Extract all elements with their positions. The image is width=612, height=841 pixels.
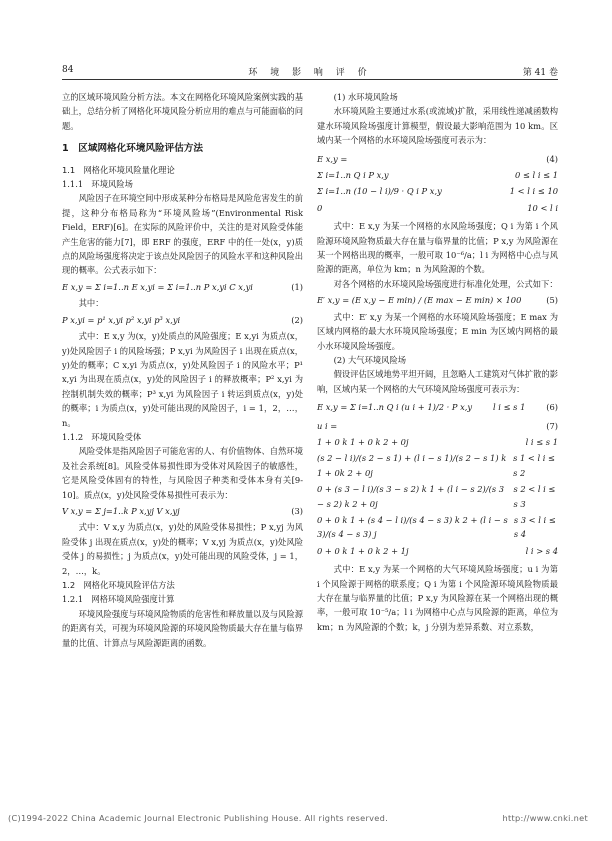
paragraph-intensity: 环境风险强度与环境风险物质的危害性和释放量以及与风险源的距离有关，可视为环境风险源的环境风险物质最大存在量与临界量的比值、计算点与风险源距离的函数。 bbox=[62, 608, 303, 648]
equation-7 bbox=[317, 419, 558, 559]
equation-7-lhs: u i = bbox=[317, 420, 338, 431]
equation-6-body: E x,y = Σ i=1..n Q i (u i + 1)/2 · P x,y bbox=[317, 402, 473, 413]
equation-7-row-3: 0 + (s 3 − l i)/(s 3 − s 2) k 1 + (l i − s 2)/(s 3 − s 2) k 2 + 0j bbox=[317, 484, 505, 509]
section-heading-1: 1 区域网格化环境风险评估方法 bbox=[62, 143, 203, 155]
equation-4-case-1: Σ i=1..n Q i P x,y bbox=[317, 170, 389, 181]
equation-6-number: (6) bbox=[546, 402, 558, 413]
equation-4-case-3-condition: 10 < l i bbox=[527, 202, 558, 213]
paragraph-air-model: 假设评估区域地势平坦开阔，且忽略人工建筑对气体扩散的影响，区域内某一个网格的大气环境风险场强度可表示为： bbox=[317, 369, 558, 394]
equation-6 bbox=[317, 400, 558, 414]
page-header bbox=[62, 60, 558, 80]
equation-3-number: (3) bbox=[291, 505, 303, 516]
copyright-text: (C)1994-2022 China Academic Journal Electronic Publishing House. All rights reserved. bbox=[8, 813, 389, 823]
page-number: 84 bbox=[62, 65, 74, 75]
right-column bbox=[317, 90, 558, 634]
equation-7-row-2: (s 2 − l i)/(s 2 − s 1) + (l i − s 1)/(s 2 − s 1) k 1 + 0k 2 + 0j bbox=[317, 453, 507, 478]
paragraph-eq5-definitions: 式中：E′ x,y 为某一个网格的水环境风险场强度；E max 为区域内网格的最大水环境风险场强度；E min 为区域内网格的最小水环境风险场强度。 bbox=[317, 311, 558, 351]
equation-7-number: (7) bbox=[546, 420, 558, 431]
equation-3-body: V x,y = Σ j=1..k P x,yj V x,yj bbox=[62, 505, 180, 516]
equation-5-number: (5) bbox=[546, 295, 558, 306]
equation-4-lhs: E x,y = bbox=[317, 153, 348, 164]
equation-4 bbox=[317, 152, 558, 216]
equation-6-condition: l i ≤ s 1 bbox=[493, 402, 526, 413]
equation-4-case-1-condition: 0 ≤ l i ≤ 1 bbox=[515, 170, 558, 181]
subsection-heading-1-2: 1.2 网格化环境风险评估方法 bbox=[62, 580, 175, 590]
paragraph-eq4-definitions: 式中：E x,y 为某一个网格的水风险场强度；Q i 为第 i 个风险源环境风险物质最大存在量与临界量的比值；P x,y 为风险源在某一个网格出现的概率，一般可取 10⁻⁶/a；l i 为网格中心点与风险源的距离，单位为 km；n 为风险源的个数。 bbox=[317, 221, 558, 275]
paragraph-risk-field: 风险因子在环境空间中形成某种分布格局是风险危害发生的前提，这种分布格局称为“环境风险场”(Environmental Risk Field，ERF)[6]。在实际的风险评价中，关注的是对风险受体能产生危害的能力[7]，即 ERF 的强度，ERF 中的任一处(x，y)质点的风险场强度将决定于该点处风险因子的风险水平和这种风险出现的概率。公式表示如下： bbox=[62, 193, 303, 276]
paragraph-eq7-definitions: 式中：E x,y 为某一个网格的大气环境风险场强度；u i 为第 i 个风险源于网格的联系度；Q i 为第 i 个风险源环境风险物质最大存在量与临界量的比值；P x,y 为风险源在某一个网格出现的概率，一般可取 10⁻⁵/a；l i 为网格中心点与风险源的距离，单位为 km；n 为风险源的个数；k，j 分别为差异系数、对立系数， bbox=[317, 564, 558, 632]
paragraph-water-model: 水环境风险主要通过水系(或流域)扩散，采用线性递减函数构建水环境风险场强度计算模型，假设最大影响范围为 10 km。区域内某一个网格的水环境风险场强度可表示为： bbox=[317, 106, 558, 146]
equation-7-row-1: 1 + 0 k 1 + 0 k 2 + 0j bbox=[317, 436, 409, 447]
equation-2-number: (2) bbox=[291, 314, 303, 325]
among-label: 其中： bbox=[78, 298, 104, 309]
subsection-heading-1-1: 1.1 网格化环境风险量化理论 bbox=[62, 164, 175, 175]
equation-5-body: E′ x,y = (E x,y − E min) / (E max − E min) × 100 bbox=[317, 295, 522, 306]
equation-7-row-2-condition: s 1 < l i ≤ s 2 bbox=[513, 453, 556, 478]
subsubsection-heading-1-1-1: 1.1.1 环境风险场 bbox=[62, 179, 133, 190]
paragraph-eq3-definitions: 式中：V x,y 为质点(x，y)处的风险受体易损性；P x,yj 为风险受体 j 出现在质点(x，y)处的概率；V x,yj 为质点(x，y)处风险受体 j 的易损性；j 为质点(x，y)处可能出现的风险受体，j = 1，2，…，k。 bbox=[62, 522, 303, 576]
equation-4-case-2-condition: 1 < l i ≤ 10 bbox=[509, 186, 558, 197]
left-column bbox=[62, 90, 303, 650]
subsubsection-heading-1-1-2: 1.1.2 环境风险受体 bbox=[62, 431, 142, 442]
paragraph-eq2-definitions: 式中：E x,y 为(x，y)处质点的风险强度；E x,yi 为质点(x，y)处风险因子 i 的风险场强；P x,yi 为风险因子 i 出现在质点(x，y)处的概率；C x,yi 为质点(x，y)处风险因子 i 的风险水平；P¹ x,yi 为出现在质点(x，y)处的风险因子 i 的释放概率；P² x,yi 为控制机制失效的概率；P³ x,yi 为风险因子 i 转运到质点(x，y)处的概率；i 为质点(x，y)处可能出现的风险因子，i = 1，2，…，n。 bbox=[62, 331, 303, 428]
equation-1-number: (1) bbox=[291, 281, 303, 292]
equation-1-body: E x,y = Σ i=1..n E x,yi = Σ i=1..n P x,yi C x,yi bbox=[62, 281, 253, 292]
equation-7-row-1-condition: l i ≤ s 1 bbox=[525, 436, 558, 447]
equation-1 bbox=[62, 280, 303, 294]
journal-title: 环 境 影 响 评 价 bbox=[248, 68, 372, 78]
subsubsection-heading-1-2-1: 1.2.1 网格环境风险强度计算 bbox=[62, 594, 175, 605]
volume-label: 第 41 卷 bbox=[522, 68, 558, 78]
equation-2 bbox=[62, 313, 303, 327]
equation-7-row-4-condition: s 3 < l i ≤ s 4 bbox=[513, 514, 556, 540]
paragraph-normalization: 对各个网格的水环境风险场强度进行标准化处理，公式如下： bbox=[333, 278, 558, 289]
subheading-water-risk: (1) 水环境风险场 bbox=[333, 92, 398, 102]
equation-7-row-3-condition: s 2 < l i ≤ s 3 bbox=[513, 484, 556, 509]
subheading-air-risk: (2) 大气环境风险场 bbox=[333, 354, 407, 365]
equation-5 bbox=[317, 293, 558, 307]
equation-7-row-5: 0 + 0 k 1 + 0 k 2 + 1j bbox=[317, 545, 409, 556]
paragraph-receptor: 风险受体是指风险因子可能危害的人、有价值物体、自然环境及社会系统[8]。风险受体易损性即为受体对风险因子的敏感性，它是风险受体固有的特性，与风险因子种类和受体本身有关[9-10]。质点(x，y)处风险受体易损性可表示为： bbox=[62, 446, 303, 500]
equation-2-body: P x,yi = p¹ x,yi p² x,yi p³ x,yi bbox=[62, 314, 181, 325]
equation-7-row-5-condition: l i > s 4 bbox=[525, 545, 558, 556]
cnki-url: http://www.cnki.net bbox=[502, 813, 588, 823]
equation-4-number: (4) bbox=[546, 153, 558, 164]
equation-7-row-4: 0 + 0 k 1 + (s 4 − l i)/(s 4 − s 3) k 2 + (l i − s 3)/(s 4 − s 3) j bbox=[317, 514, 508, 540]
equation-3 bbox=[62, 504, 303, 518]
equation-4-case-2: Σ i=1..n (10 − l i)/9 · Q i P x,y bbox=[317, 186, 442, 197]
intro-paragraph: 立的区域环境风险分析方法。本文在网格化环境风险案例实践的基础上，总结分析了网格化环境风险分析应用的难点与可能面临的问题。 bbox=[62, 92, 303, 131]
header-rule bbox=[62, 79, 558, 80]
equation-4-case-3: 0 bbox=[317, 202, 323, 213]
